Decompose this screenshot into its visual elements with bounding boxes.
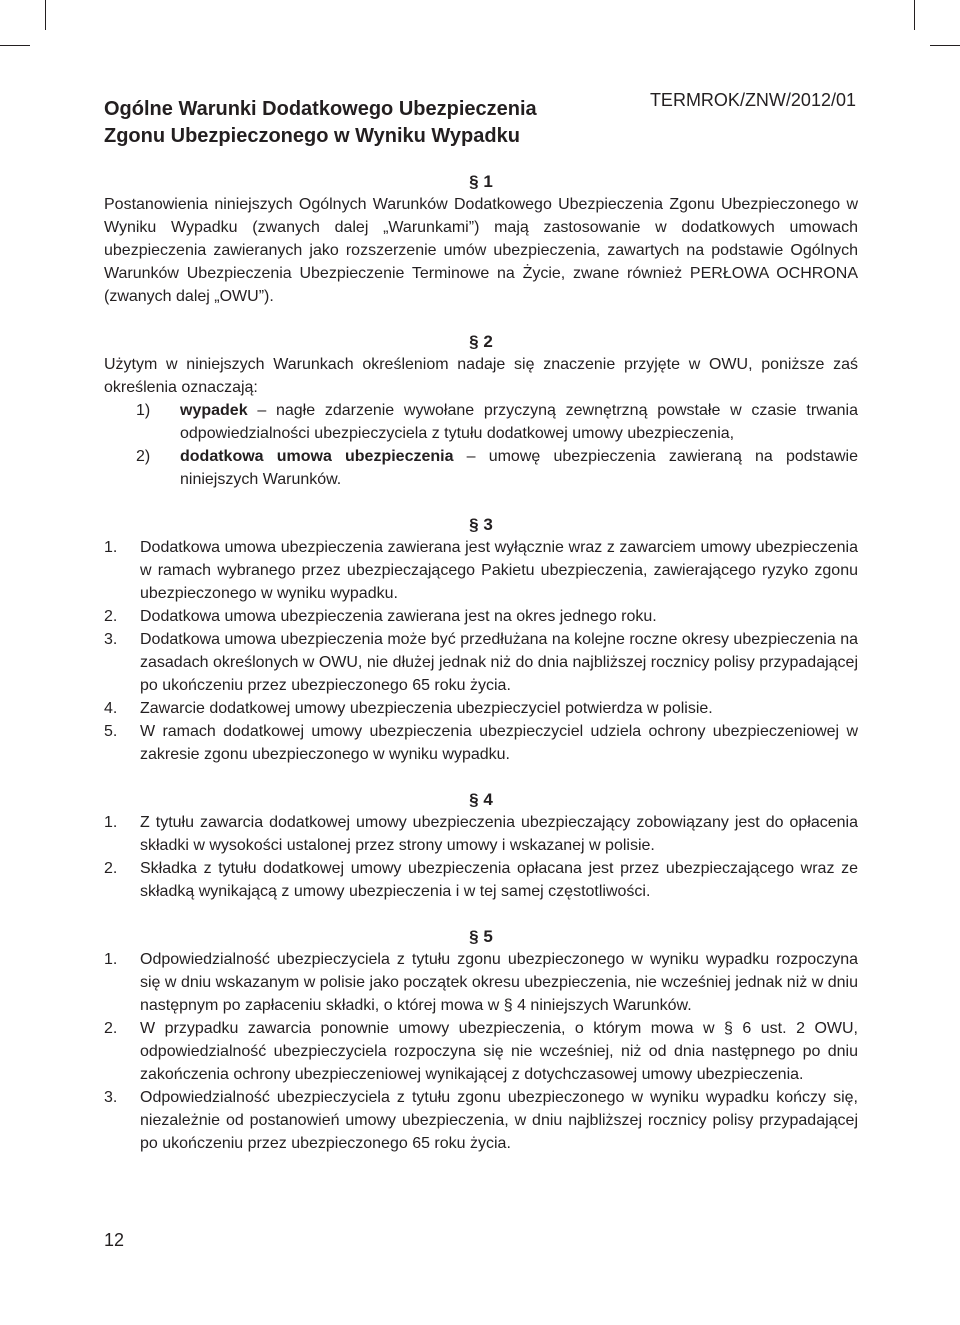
item-number: 1. xyxy=(104,539,118,556)
section-intro: Użytym w niniejszych Warunkach określeniom nadaje się znaczenie przyjęte w OWU, poniższe zaś określenia oznaczają: xyxy=(104,356,858,396)
document-title-line-1: Ogólne Warunki Dodatkowego Ubezpieczenia xyxy=(104,98,537,120)
list-item xyxy=(104,628,858,697)
numbered-list xyxy=(104,948,858,1155)
list-item xyxy=(104,1086,858,1155)
item-text: Odpowiedzialność ubezpieczyciela z tytułu zgonu ubezpieczonego w wyniku wypadku rozpoczyna się w dniu wskazanym w polisie jako początek okresu ubezpieczenia, nie wcześniej jednak niż w dniu następnym po zapłaceniu składki, o której mowa w § 4 niniejszych Warunków. xyxy=(140,951,858,1014)
item-number: 2. xyxy=(104,1020,118,1037)
item-number: 3. xyxy=(104,631,118,648)
item-number: 2. xyxy=(104,608,118,625)
section-2 xyxy=(104,330,858,491)
crop-mark-top-left-horizontal xyxy=(0,45,30,46)
list-item xyxy=(104,948,858,1017)
document-title-line-2: Zgonu Ubezpieczonego w Wyniku Wypadku xyxy=(104,125,520,147)
section-heading: § 2 xyxy=(469,332,493,351)
list-item xyxy=(104,720,858,766)
item-number: 3. xyxy=(104,1089,118,1106)
crop-mark-top-right-horizontal xyxy=(930,45,960,46)
crop-mark-top-right-vertical xyxy=(914,0,915,30)
item-number: 2) xyxy=(136,448,151,465)
defined-term: dodatkowa umowa ubezpieczenia xyxy=(180,448,454,465)
section-heading: § 1 xyxy=(469,172,493,191)
section-heading: § 3 xyxy=(469,515,493,534)
item-text: Dodatkowa umowa ubezpieczenia zawierana jest wyłącznie wraz z zawarciem umowy ubezpieczenia w ramach wybranego przez ubezpieczającego Pakietu ubezpieczenia, zawierającego ryzyko zgonu ubezpieczonego w wyniku wypadku. xyxy=(140,539,858,602)
item-text: W przypadku zawarcia ponownie umowy ubezpieczenia, o którym mowa w § 6 ust. 2 OWU, odpowiedzialność ubezpieczyciela rozpoczyna się nie wcześniej, niż od dnia następnego po dniu zakończenia ochrony ubezpieczeniowej wynikającej z dotychczasowej umowy ubezpieczenia. xyxy=(140,1020,858,1083)
definition-item xyxy=(104,399,858,445)
document-title xyxy=(104,96,537,150)
section-heading: § 5 xyxy=(469,927,493,946)
item-text: Dodatkowa umowa ubezpieczenia może być przedłużana na kolejne roczne okresy ubezpieczenia na zasadach określonych w OWU, nie dłużej jednak niż do dnia najbliższej rocznicy polisy przypadającej po ukończeniu przez ubezpieczonego 65 roku życia. xyxy=(140,631,858,694)
section-1 xyxy=(104,170,858,308)
item-number: 1) xyxy=(136,402,151,419)
item-number: 1. xyxy=(104,951,118,968)
document-body xyxy=(104,170,858,1177)
definition-text: – nagłe zdarzenie wywołane przyczyną zewnętrzną powstałe w czasie trwania odpowiedzialności ubezpieczyciela z tytułu dodatkowej umowy ubezpieczenia, xyxy=(180,402,858,442)
item-number: 5. xyxy=(104,723,118,740)
item-text: Dodatkowa umowa ubezpieczenia zawierana jest na okres jednego roku. xyxy=(140,608,657,625)
defined-term: wypadek xyxy=(180,402,248,419)
document-code: TERMROK/ZNW/2012/01 xyxy=(649,90,856,110)
item-text: Zawarcie dodatkowej umowy ubezpieczenia ubezpieczyciel potwierdza w polisie. xyxy=(140,700,713,717)
section-5 xyxy=(104,925,858,1155)
definition-item xyxy=(104,445,858,491)
section-3 xyxy=(104,513,858,766)
list-item xyxy=(104,697,858,720)
definitions-list xyxy=(104,399,858,491)
item-number: 2. xyxy=(104,860,118,877)
list-item xyxy=(104,605,858,628)
crop-mark-top-left-vertical xyxy=(45,0,46,30)
list-item xyxy=(104,857,858,903)
section-4 xyxy=(104,788,858,903)
item-text: Z tytułu zawarcia dodatkowej umowy ubezpieczenia ubezpieczający zobowiązany jest do opłacenia składki w wysokości ustalonej przez strony umowy i wskazanej w polisie. xyxy=(140,814,858,854)
list-item xyxy=(104,536,858,605)
list-item xyxy=(104,1017,858,1086)
numbered-list xyxy=(104,536,858,766)
numbered-list xyxy=(104,811,858,903)
definition-text: – umowę ubezpieczenia zawieraną na podstawie niniejszych Warunków. xyxy=(180,448,859,488)
item-text: Odpowiedzialność ubezpieczyciela z tytułu zgonu ubezpieczonego w wyniku wypadku kończy się, niezależnie od postanowień umowy ubezpieczenia, w dniu najbliższej rocznicy polisy przypadającej po ukończeniu przez ubezpieczonego 65 roku życia. xyxy=(140,1089,858,1152)
item-text: W ramach dodatkowej umowy ubezpieczenia ubezpieczyciel udziela ochrony ubezpieczeniowej w zakresie zgonu ubezpieczonego w wyniku wypadku. xyxy=(140,723,858,763)
item-number: 4. xyxy=(104,700,118,717)
section-heading: § 4 xyxy=(469,790,493,809)
list-item xyxy=(104,811,858,857)
item-number: 1. xyxy=(104,814,118,831)
item-text: Składka z tytułu dodatkowej umowy ubezpieczenia opłacana jest przez ubezpieczającego wraz ze składką wynikającą z umowy ubezpieczenia i w tej samej częstotliwości. xyxy=(140,860,858,900)
page-number: 12 xyxy=(104,1230,125,1250)
section-paragraph: Postanowienia niniejszych Ogólnych Warunków Dodatkowego Ubezpieczenia Zgonu Ubezpieczonego w Wyniku Wypadku (zwanych dalej „Warunkami”) mają zastosowanie w dodatkowych umowach ubezpieczenia zawieranych jako rozszerzenie umów ubezpieczenia, zawartych na podstawie Ogólnych Warunków Ubezpieczenia Ubezpieczenie Terminowe na Życie, zwane również PERŁOWA OCHRONA (zwanych dalej „OWU”). xyxy=(104,196,858,305)
